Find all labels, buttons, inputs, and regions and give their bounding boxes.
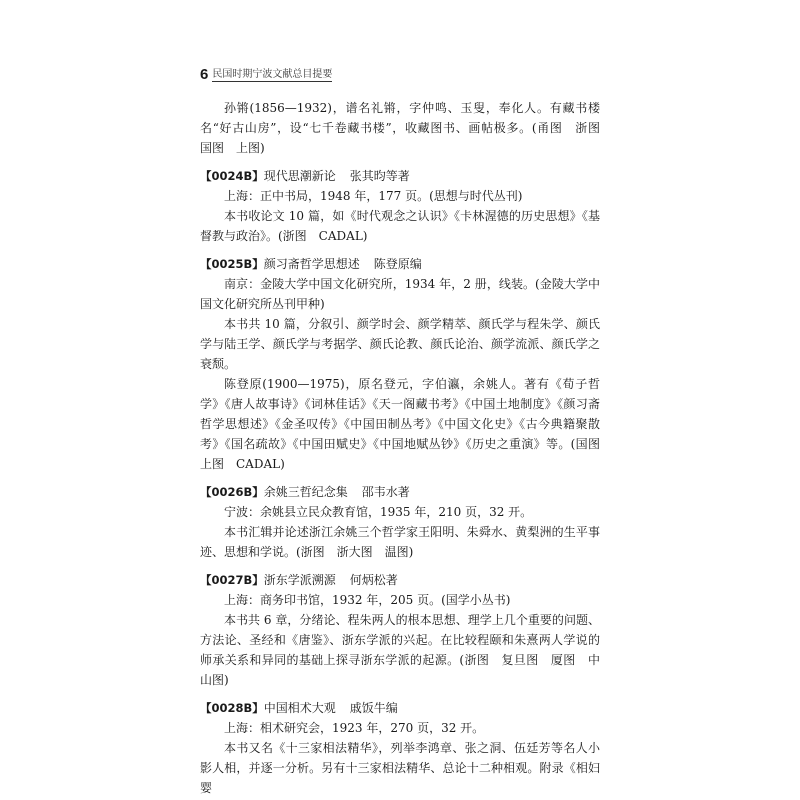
entry-heading <box>200 698 600 718</box>
entry-author: 戚饭牛编 <box>349 701 398 715</box>
page-body <box>200 98 613 798</box>
entry-0025b <box>200 254 613 474</box>
book-title: 民国时期宁波文献总目提要 <box>212 69 333 80</box>
entry-title: 浙东学派溯源 <box>263 573 336 587</box>
entry-code: 【0025B】 <box>200 257 264 271</box>
entry-paragraph: 上海：正中书局，1948 年，177 页。(思想与时代丛刊) <box>224 189 523 203</box>
entry-paragraph: 陈登原(1900—1975)，原名登元，字伯瀛，余姚人。著有《荀子哲学》《唐人故事诗》《词林佳话》《天一阁藏书考》《中国土地制度》《颜习斋哲学思想述》《金圣叹传》《中国田制丛考》《中国文化史》《古今典籍聚散考》《国名疏故》《中国田赋史》《中国地赋丛钞》《历史之重演》等。(国图 上图 CADAL) <box>200 377 613 471</box>
entry-title: 颜习斋哲学思想述 <box>263 257 360 271</box>
entry-author: 何炳松著 <box>349 573 398 587</box>
entry-paragraph: 本书又名《十三家相法精华》，列举李鸿章、张之洞、伍廷芳等名人小影人相，并逐一分析。另有十三家相法精华、总论十二种相观。附录《相妇婴 <box>200 741 600 795</box>
entry-heading <box>200 570 600 590</box>
entry-paragraph: 本书汇辑并论述浙江余姚三个哲学家王阳明、朱舜水、黄梨洲的生平事迹、思想和学说。(浙图 浙大图 温图) <box>200 525 600 559</box>
running-header <box>200 62 600 82</box>
entry-0026b <box>200 482 600 562</box>
entry-code: 【0024B】 <box>200 169 264 183</box>
entry-0024b <box>200 166 600 246</box>
page-number: 6 <box>200 66 209 83</box>
intro-paragraph: 孙锵(1856—1932)，谱名礼锵，字仲鸣、玉叟，奉化人。有藏书楼名“好古山房”，设“七千卷藏书楼”，收藏图书、画帖极多。(甬图 浙图 国图 上图) <box>200 101 613 155</box>
entry-paragraph: 本书共 10 篇，分叙引、颜学时会、颜学精萃、颜氏学与程朱学、颜氏学与陆王学、颜氏学与考据学、颜氏论教、颜氏论治、颜学流派、颜氏学之衰颓。 <box>200 317 600 371</box>
entry-paragraph: 本书共 6 章，分绪论、程朱两人的根本思想、理学上几个重要的问题、方法论、圣经和《唐鉴》、浙东学派的兴起。在比较程颐和朱熹两人学说的师承关系和异同的基础上探寻浙东学派的起源。(浙图 复旦图 厦图 中山图) <box>200 613 600 687</box>
entry-author: 邵韦水著 <box>361 485 410 499</box>
entry-heading <box>200 166 600 186</box>
entry-title: 中国相术大观 <box>263 701 336 715</box>
entry-paragraph: 上海：商务印书馆，1932 年，205 页。(国学小丛书) <box>224 593 511 607</box>
entry-heading <box>200 482 600 502</box>
entry-title: 余姚三哲纪念集 <box>263 485 348 499</box>
entry-paragraph: 上海：相术研究会，1923 年，270 页，32 开。 <box>224 721 485 735</box>
entry-title: 现代思潮新论 <box>263 169 336 183</box>
entry-paragraph: 本书收论文 10 篇，如《时代观念之认识》《卡林渥德的历史思想》《基督教与政治》。(浙图 CADAL) <box>200 209 600 243</box>
entry-0028b <box>200 698 600 798</box>
entry-0027b <box>200 570 600 690</box>
entry-paragraph: 南京：金陵大学中国文化研究所，1934 年，2 册，线装。(金陵大学中国文化研究所丛刊甲种) <box>200 277 600 311</box>
entry-heading <box>200 254 600 274</box>
entry-author: 张其昀等著 <box>349 169 410 183</box>
entry-code: 【0028B】 <box>200 701 264 715</box>
entry-code: 【0027B】 <box>200 573 264 587</box>
entry-author: 陈登原编 <box>373 257 422 271</box>
entry-code: 【0026B】 <box>200 485 264 499</box>
entry-paragraph: 宁波：余姚县立民众教育馆，1935 年，210 页，32 开。 <box>224 505 533 519</box>
